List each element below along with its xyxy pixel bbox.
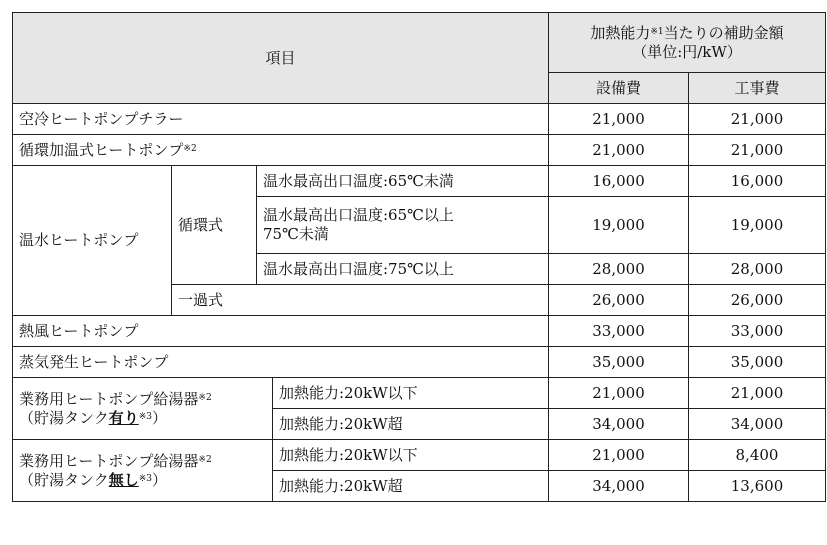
row-label: 加熱能力:20kW以下	[273, 378, 549, 409]
row-label: 温水最高出口温度:65℃以上 75℃未満	[257, 197, 549, 254]
construction-cost: 8,400	[689, 440, 826, 471]
construction-cost-header: 工事費	[689, 73, 826, 104]
construction-cost: 28,000	[689, 254, 826, 285]
construction-cost: 26,000	[689, 285, 826, 316]
construction-cost: 16,000	[689, 166, 826, 197]
table-row	[13, 104, 826, 135]
construction-cost: 19,000	[689, 197, 826, 254]
table-row	[13, 378, 826, 409]
hot-water-heat-pump-label: 温水ヒートポンプ	[13, 166, 172, 316]
construction-cost: 21,000	[689, 135, 826, 166]
equipment-cost: 34,000	[549, 471, 689, 502]
equipment-cost: 21,000	[549, 104, 689, 135]
equipment-cost: 34,000	[549, 409, 689, 440]
table-row	[13, 166, 826, 197]
construction-cost: 33,000	[689, 316, 826, 347]
table-row	[13, 316, 826, 347]
equipment-cost: 28,000	[549, 254, 689, 285]
equipment-cost: 35,000	[549, 347, 689, 378]
row-label: 空冷ヒートポンプチラー	[13, 104, 549, 135]
row-label: 蒸気発生ヒートポンプ	[13, 347, 549, 378]
construction-cost: 34,000	[689, 409, 826, 440]
equipment-cost: 16,000	[549, 166, 689, 197]
row-label: 加熱能力:20kW超	[273, 471, 549, 502]
equipment-cost-header: 設備費	[549, 73, 689, 104]
equipment-cost: 21,000	[549, 440, 689, 471]
once-through-type-label: 一過式	[172, 285, 549, 316]
equipment-cost: 21,000	[549, 135, 689, 166]
row-label: 熱風ヒートポンプ	[13, 316, 549, 347]
equipment-cost: 33,000	[549, 316, 689, 347]
row-label: 循環加温式ヒートポンプ$^{※2}$	[13, 135, 549, 166]
row-label: 温水最高出口温度:65℃未満	[257, 166, 549, 197]
commercial-water-heater-with-tank-label: 業務用ヒートポンプ給湯器$^{※2}$ （貯湯タンク有り$^{※3}$）	[13, 378, 273, 440]
subsidy-amount-header: 加熱能力$^{※1}$当たりの補助金額 （単位:円/kW）	[549, 13, 826, 73]
construction-cost: 21,000	[689, 378, 826, 409]
row-label: 加熱能力:20kW超	[273, 409, 549, 440]
subsidy-table	[12, 12, 826, 502]
row-label: 加熱能力:20kW以下	[273, 440, 549, 471]
circulation-type-label: 循環式	[172, 166, 257, 285]
construction-cost: 35,000	[689, 347, 826, 378]
equipment-cost: 19,000	[549, 197, 689, 254]
table-row	[13, 347, 826, 378]
table-row	[13, 440, 826, 471]
construction-cost: 21,000	[689, 104, 826, 135]
unit-label: （単位:円/kW）	[632, 42, 742, 61]
construction-cost: 13,600	[689, 471, 826, 502]
equipment-cost: 21,000	[549, 378, 689, 409]
row-label: 温水最高出口温度:75℃以上	[257, 254, 549, 285]
item-header: 項目	[13, 13, 549, 104]
table-row	[13, 135, 826, 166]
equipment-cost: 26,000	[549, 285, 689, 316]
commercial-water-heater-without-tank-label: 業務用ヒートポンプ給湯器$^{※2}$ （貯湯タンク無し$^{※3}$）	[13, 440, 273, 502]
